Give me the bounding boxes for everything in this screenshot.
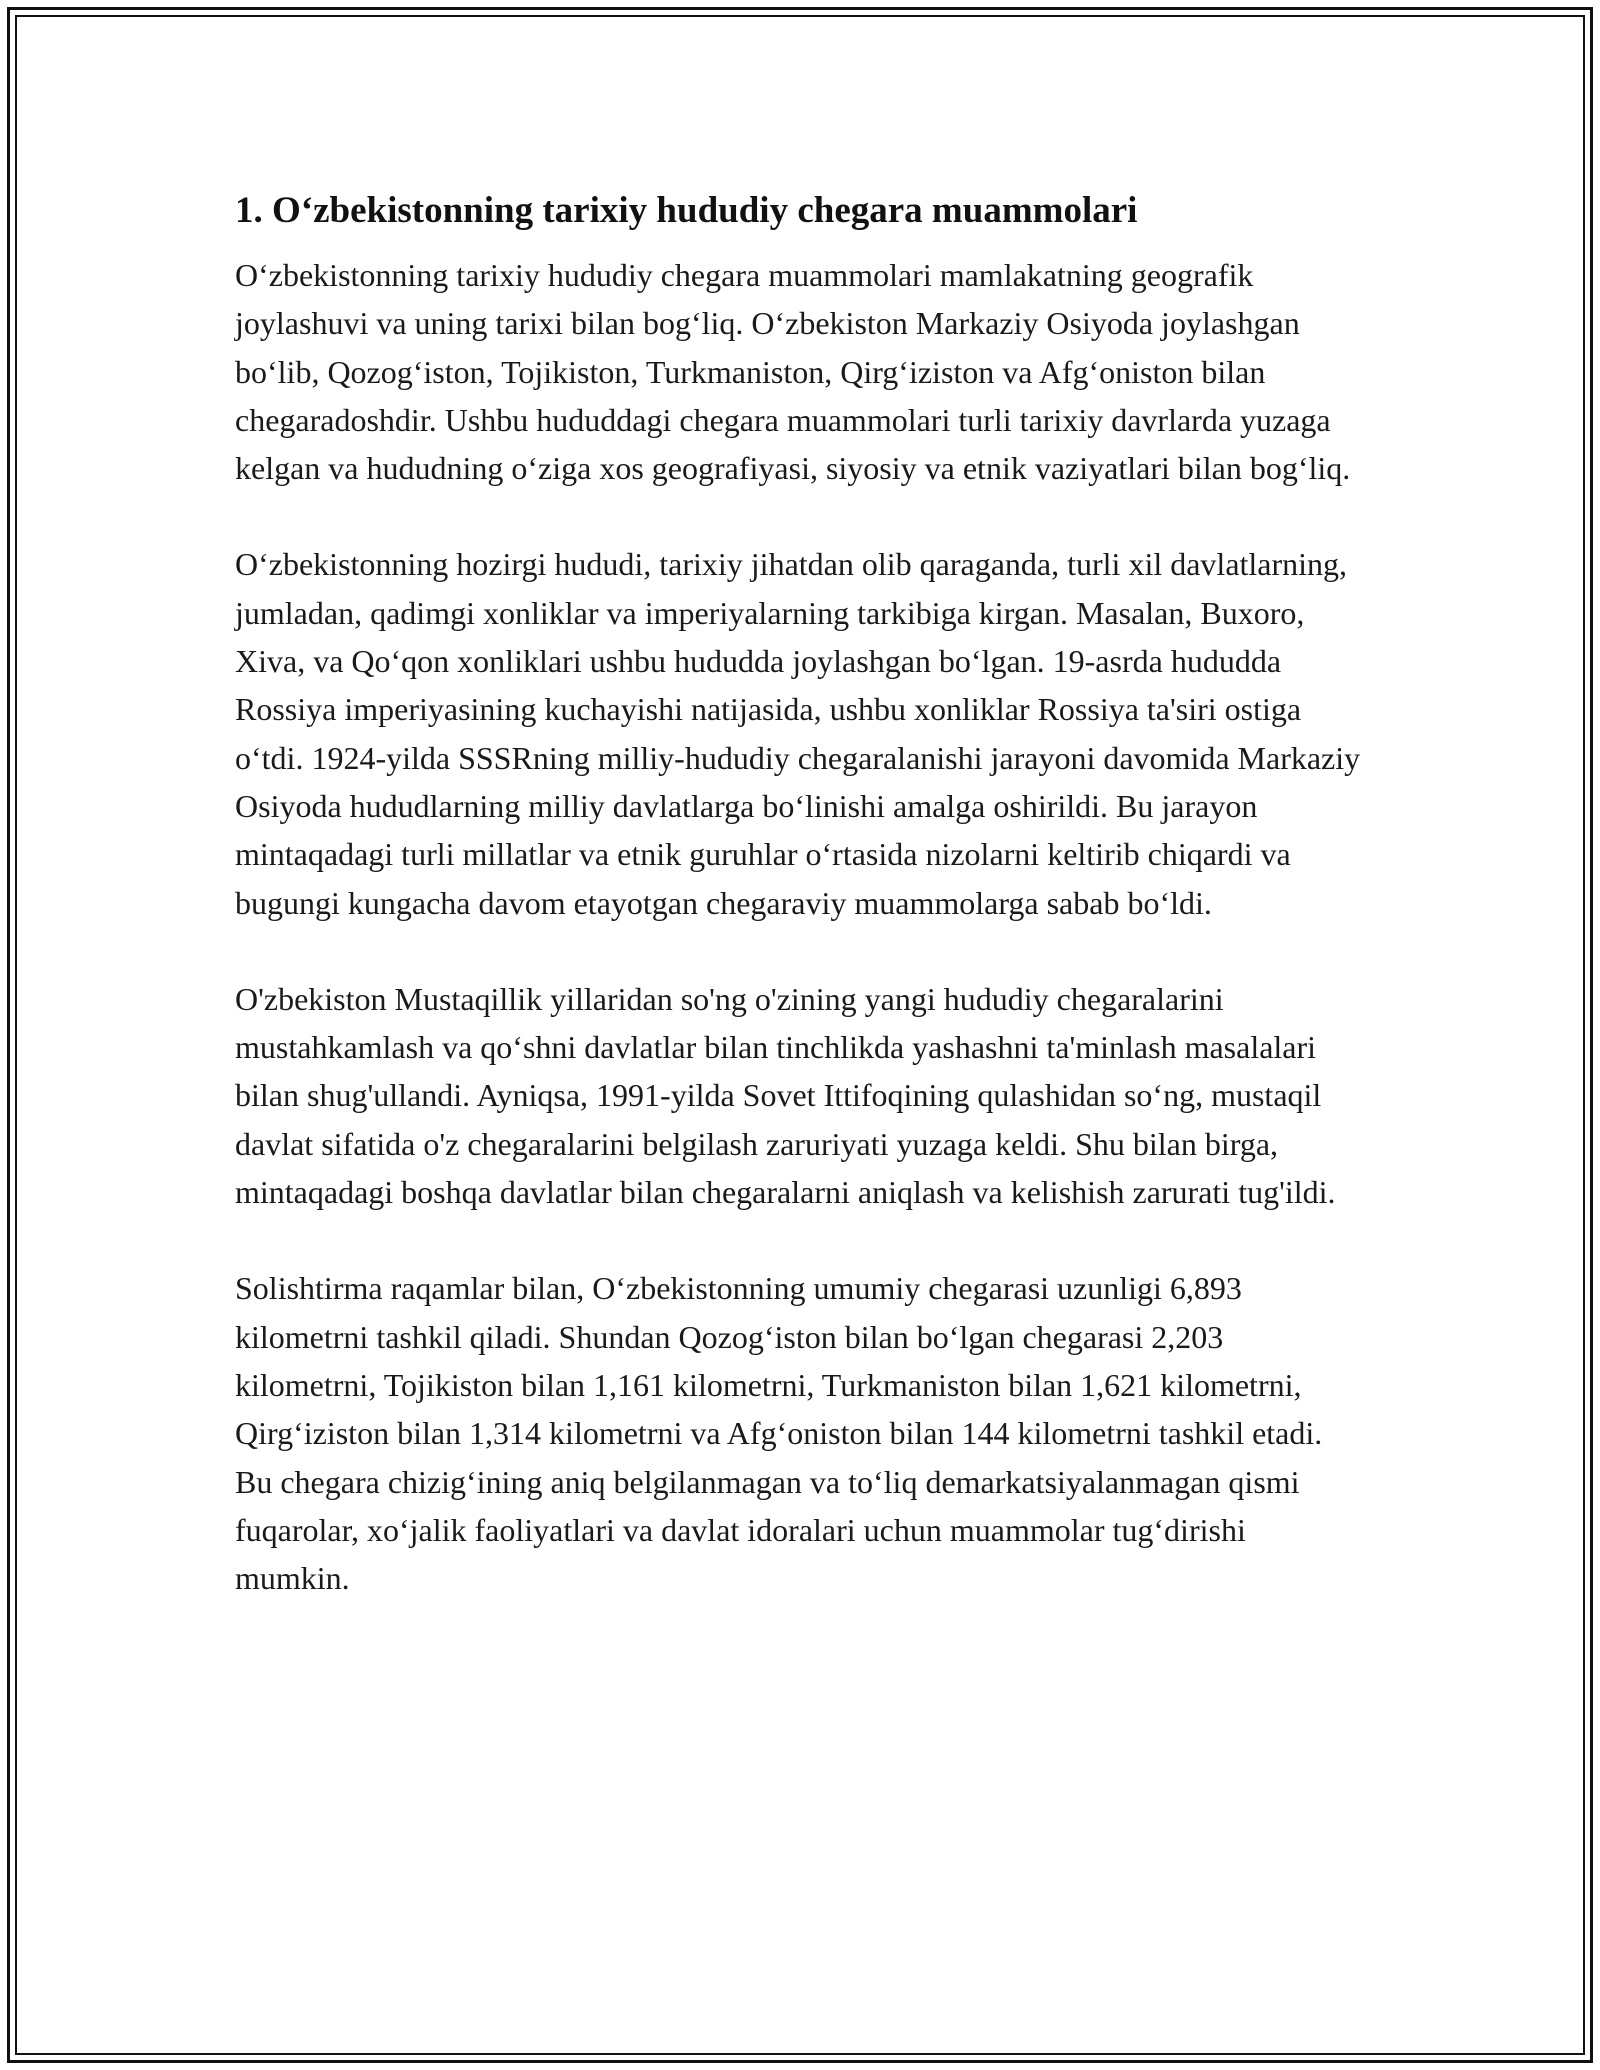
paragraph-2: O‘zbekistonning hozirgi hududi, tarixiy jihatdan olib qaraganda, turli xil davlatlarning, jumladan, qadimgi xonliklar va imperiyalarning tarkibiga kirgan. Masalan, Buxoro, Xiva, va Qo‘qon xonliklari ushbu hududda joylashgan bo‘lgan. 19-asrda hududda Rossiya imperiyasining kuchayishi natijasida, ushbu xonliklar Rossiya ta'siri ostiga o‘tdi. 1924-yilda SSSRning milliy-hududiy chegaralanishi jarayoni davomida Markaziy Osiyoda hududlarning milliy davlatlarga bo‘linishi amalga oshirildi. Bu jarayon mintaqadagi turli millatlar va etnik guruhlar o‘rtasida nizolarni keltirib chiqardi va bugungi kungacha davom etayotgan chegaraviy muammolarga sabab bo‘ldi. [235,546,1361,921]
paragraph-3: O'zbekiston Mustaqillik yillaridan so'ng o'zining yangi hududiy chegaralarini mustahkamlash va qo‘shni davlatlar bilan tinchlikda yashashni ta'minlash masalalari bilan shug'ullandi. Ayniqsa, 1991-yilda Sovet Ittifoqining qulashidan so‘ng, mustaqil davlat sifatida o'z chegaralarini belgilash zaruriyati yuzaga keldi. Shu bilan birga, mintaqadagi boshqa davlatlar bilan chegaralarni aniqlash va kelishish zarurati tug'ildi. [235,980,1336,1211]
paragraph-4: Solishtirma raqamlar bilan, O‘zbekistonning umumiy chegarasi uzunligi 6,893 kilometrni tashkil qiladi. Shundan Qozog‘iston bilan bo‘lgan chegarasi 2,203 kilometrni, Tojikiston bilan 1,161 kilometrni, Turkmaniston bilan 1,621 kilometrni, Qirg‘iziston bilan 1,314 kilometrni va Afg‘oniston bilan 144 kilometrni tashkil etadi. Bu chegara chizig‘ining aniq belgilanmagan va to‘liq demarkatsiyalanmagan qismi fuqarolar, xo‘jalik faoliyatlari va davlat idoralari uchun muammolar tug‘dirishi mumkin. [235,1270,1323,1597]
document-body [235,185,1365,1650]
section-heading: 1. O‘zbekistonning tarixiy hududiy chegara muammolari [235,190,1138,231]
paragraph-1: O‘zbekistonning tarixiy hududiy chegara muammolari mamlakatning geografik joylashuvi va uning tarixi bilan bog‘liq. O‘zbekiston Markaziy Osiyoda joylashgan bo‘lib, Qozog‘iston, Tojikiston, Turkmaniston, Qirg‘iziston va Afg‘oniston bilan chegaradoshdir. Ushbu hududdagi chegara muammolari turli tarixiy davrlarda yuzaga kelgan va hududning o‘ziga xos geografiyasi, siyosiy va etnik vaziyatlari bilan bog‘liq. [235,257,1351,487]
